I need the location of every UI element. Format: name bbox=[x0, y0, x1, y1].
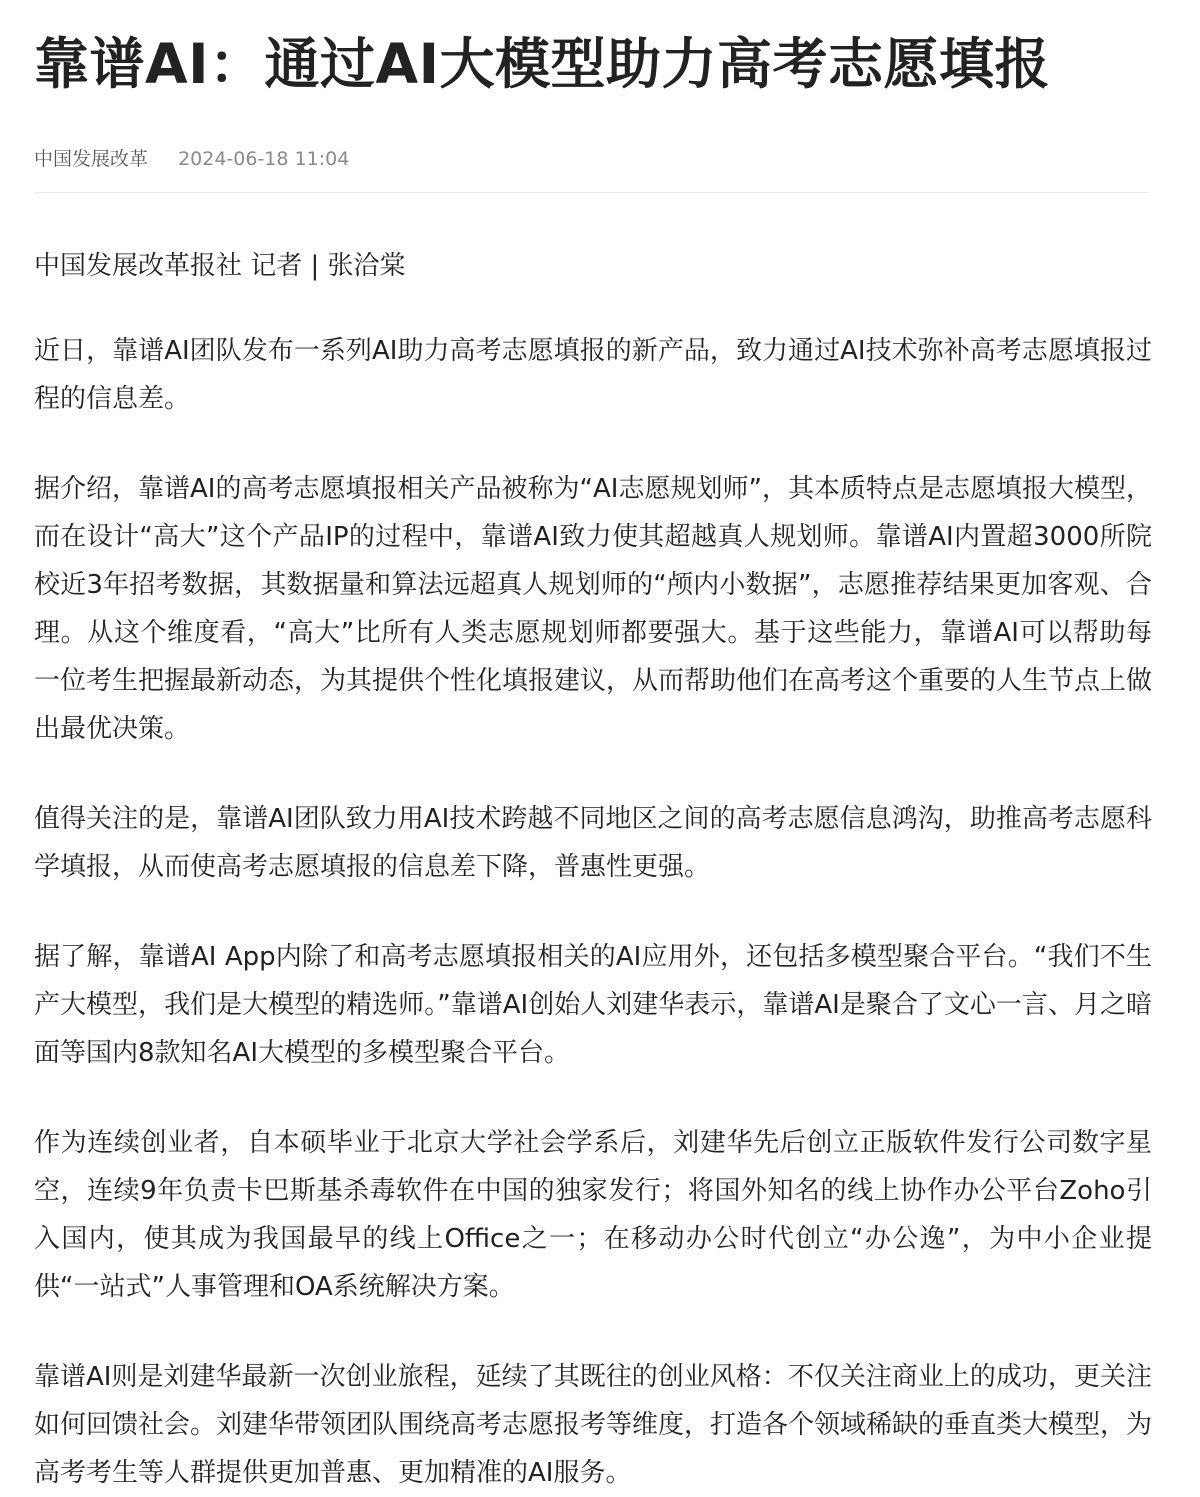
article-body bbox=[34, 242, 1166, 1497]
publish-time: 2024-06-18 11:04 bbox=[178, 148, 350, 170]
article-source[interactable]: 中国发展改革 bbox=[34, 148, 149, 170]
article-paragraph: 值得关注的是，靠谱AI团队致力用AI技术跨越不同地区之间的高考志愿信息鸿沟，助推高考志愿科学填报，从而使高考志愿填报的信息差下降，普惠性更强。 bbox=[34, 804, 1152, 882]
article-title: 靠谱AI：通过AI大模型助力高考志愿填报 bbox=[34, 32, 1051, 96]
article-paragraph: 近日，靠谱AI团队发布一系列AI助力高考志愿填报的新产品，致力通过AI技术弥补高考志愿填报过程的信息差。 bbox=[34, 336, 1152, 414]
meta-divider bbox=[34, 192, 1148, 193]
article-paragraph: 靠谱AI则是刘建华最新一次创业旅程，延续了其既往的创业风格：不仅关注商业上的成功，更关注如何回馈社会。刘建华带领团队围绕高考志愿报考等维度，打造各个领域稀缺的垂直类大模型，为高考考生等人群提供更加普惠、更加精准的AI服务。 bbox=[34, 1362, 1153, 1488]
article-paragraph: 据介绍，靠谱AI的高考志愿填报相关产品被称为“AI志愿规划师”，其本质特点是志愿填报大模型，而在设计“高大”这个产品IP的过程中，靠谱AI致力使其超越真人规划师。靠谱AI内置超3000所院校近3年招考数据，其数据量和算法远超真人规划师的“颅内小数据”，志愿推荐结果更加客观、合理。从这个维度看，“高大”比所有人类志愿规划师都要强大。基于这些能力，靠谱AI可以帮助每一位考生把握最新动态，为其提供个性化填报建议，从而帮助他们在高考这个重要的人生节点上做出最优决策。 bbox=[34, 474, 1153, 744]
article-meta bbox=[34, 144, 1166, 174]
article-paragraph: 据了解，靠谱AI App内除了和高考志愿填报相关的AI应用外，还包括多模型聚合平台。“我们不生产大模型，我们是大模型的精选师。”靠谱AI创始人刘建华表示，靠谱AI是聚合了文心一言、月之暗面等国内8款知名AI大模型的多模型聚合平台。 bbox=[34, 942, 1152, 1068]
article-paragraph: 作为连续创业者，自本硕毕业于北京大学社会学系后，刘建华先后创立正版软件发行公司数字星空，连续9年负责卡巴斯基杀毒软件在中国的独家发行；将国外知名的线上协作办公平台Zoho引入国内，使其成为我国最早的线上Office之一；在移动办公时代创立“办公逸”，为中小企业提供“一站式”人事管理和OA系统解决方案。 bbox=[34, 1128, 1152, 1302]
article-byline: 中国发展改革报社 记者 | 张洽棠 bbox=[34, 251, 406, 281]
